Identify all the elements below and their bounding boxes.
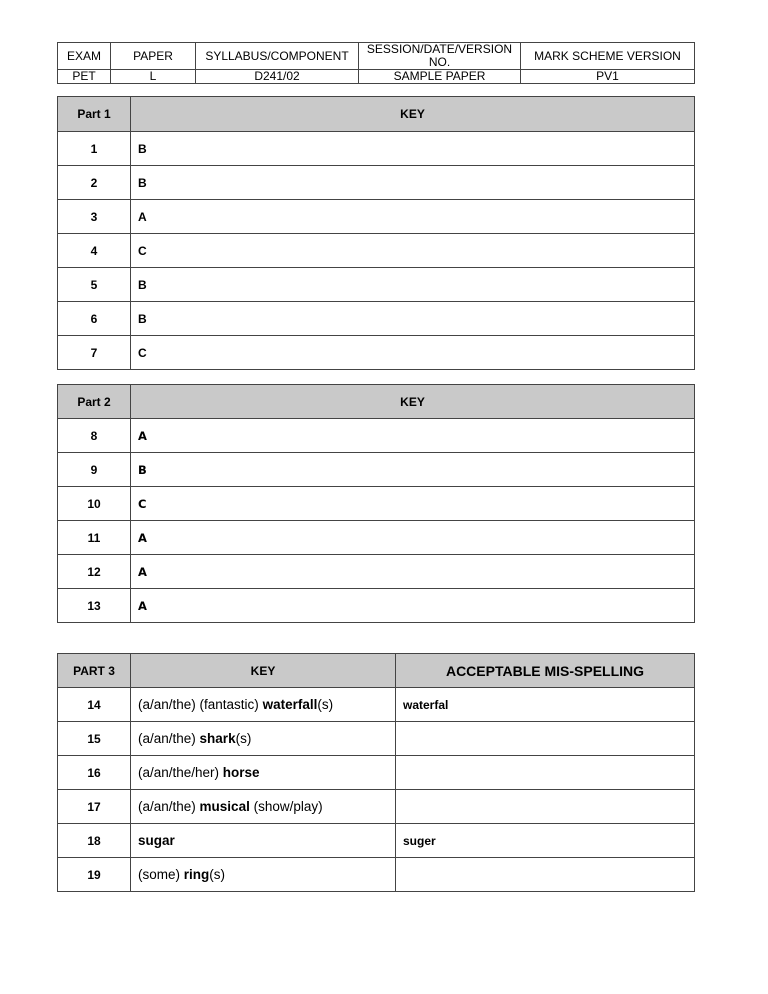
question-number: 8	[58, 419, 131, 453]
table-row	[58, 200, 695, 234]
question-number: 19	[58, 858, 131, 892]
acceptable-misspelling	[396, 790, 695, 824]
part2-header-row	[58, 385, 695, 419]
exam-value: PET	[58, 70, 111, 84]
answer-key: B	[131, 302, 695, 336]
table-row	[58, 722, 695, 756]
optional-words: (a/an/the) (fantastic)	[138, 697, 263, 712]
answer-key: A	[131, 419, 695, 453]
table-row	[58, 336, 695, 370]
mark-scheme-version-value: PV1	[521, 70, 695, 84]
part1-key-header: KEY	[131, 97, 695, 132]
table-row	[58, 302, 695, 336]
table-row	[58, 555, 695, 589]
answer-key	[131, 790, 396, 824]
table-row	[58, 688, 695, 722]
acceptable-misspelling	[396, 722, 695, 756]
answer-key: B	[131, 268, 695, 302]
answer-key: B	[131, 453, 695, 487]
part1-label: Part 1	[58, 97, 131, 132]
answer-key	[131, 722, 396, 756]
answer-key: A	[131, 200, 695, 234]
paper-column-header: PAPER	[111, 43, 196, 70]
answer-key: B	[131, 166, 695, 200]
part1-key-table	[57, 96, 695, 370]
question-number: 4	[58, 234, 131, 268]
part2-key-header: KEY	[131, 385, 695, 419]
acceptable-misspelling: suger	[396, 824, 695, 858]
question-number: 18	[58, 824, 131, 858]
key-word: sugar	[138, 833, 175, 848]
question-number: 9	[58, 453, 131, 487]
table-row	[58, 858, 695, 892]
paper-value: L	[111, 70, 196, 84]
question-number: 13	[58, 589, 131, 623]
question-number: 6	[58, 302, 131, 336]
question-number: 12	[58, 555, 131, 589]
table-row	[58, 132, 695, 166]
question-number: 10	[58, 487, 131, 521]
key-word: musical	[199, 799, 250, 814]
part1-header-row	[58, 97, 695, 132]
question-number: 5	[58, 268, 131, 302]
syllabus-column-header: SYLLABUS/COMPONENT	[196, 43, 359, 70]
answer-key: A	[131, 521, 695, 555]
part3-key-header: KEY	[131, 654, 396, 688]
question-number: 16	[58, 756, 131, 790]
table-row	[58, 756, 695, 790]
question-number: 14	[58, 688, 131, 722]
answer-key: C	[131, 234, 695, 268]
answer-key: B	[131, 132, 695, 166]
answer-key: C	[131, 487, 695, 521]
table-row	[58, 790, 695, 824]
acceptable-misspelling	[396, 858, 695, 892]
optional-words: (a/an/the)	[138, 731, 200, 746]
answer-key	[131, 688, 396, 722]
table-row	[58, 824, 695, 858]
acceptable-misspelling	[396, 756, 695, 790]
table-row	[58, 487, 695, 521]
table-row	[58, 589, 695, 623]
question-number: 2	[58, 166, 131, 200]
answer-key: A	[131, 589, 695, 623]
exam-column-header: EXAM	[58, 43, 111, 70]
optional-suffix: (s)	[235, 731, 252, 746]
session-value: SAMPLE PAPER	[359, 70, 521, 84]
optional-words: (a/an/the/her)	[138, 765, 223, 780]
mark-scheme-version-column-header: MARK SCHEME VERSION	[521, 43, 695, 70]
question-number: 7	[58, 336, 131, 370]
part3-key-table	[57, 653, 695, 892]
syllabus-value: D241/02	[196, 70, 359, 84]
key-word: horse	[222, 765, 260, 780]
table-row	[58, 268, 695, 302]
table-row	[58, 234, 695, 268]
optional-suffix: (s)	[209, 867, 226, 882]
question-number: 11	[58, 521, 131, 555]
table-row	[58, 453, 695, 487]
answer-key	[131, 824, 396, 858]
key-word: shark	[199, 731, 236, 746]
table-row	[58, 419, 695, 453]
question-number: 15	[58, 722, 131, 756]
optional-suffix: (show/play)	[249, 799, 323, 814]
answer-key: C	[131, 336, 695, 370]
question-number: 17	[58, 790, 131, 824]
question-number: 1	[58, 132, 131, 166]
answer-key	[131, 756, 396, 790]
part2-key-table	[57, 384, 695, 623]
optional-words: (a/an/the)	[138, 799, 200, 814]
part2-label: Part 2	[58, 385, 131, 419]
part3-label: PART 3	[58, 654, 131, 688]
part3-header-row	[58, 654, 695, 688]
optional-suffix: (s)	[317, 697, 334, 712]
acceptable-misspelling: waterfal	[396, 688, 695, 722]
question-number: 3	[58, 200, 131, 234]
key-word: ring	[183, 867, 210, 882]
session-column-header: SESSION/DATE/VERSION NO.	[359, 43, 521, 70]
optional-words: (some)	[138, 867, 184, 882]
exam-info-header-row	[58, 43, 695, 70]
table-row	[58, 521, 695, 555]
key-word: waterfall	[262, 697, 318, 712]
table-row	[58, 166, 695, 200]
exam-info-table	[57, 42, 695, 84]
exam-info-value-row	[58, 70, 695, 84]
acceptable-misspelling-header: ACCEPTABLE MIS-SPELLING	[396, 654, 695, 688]
answer-key: A	[131, 555, 695, 589]
answer-key	[131, 858, 396, 892]
